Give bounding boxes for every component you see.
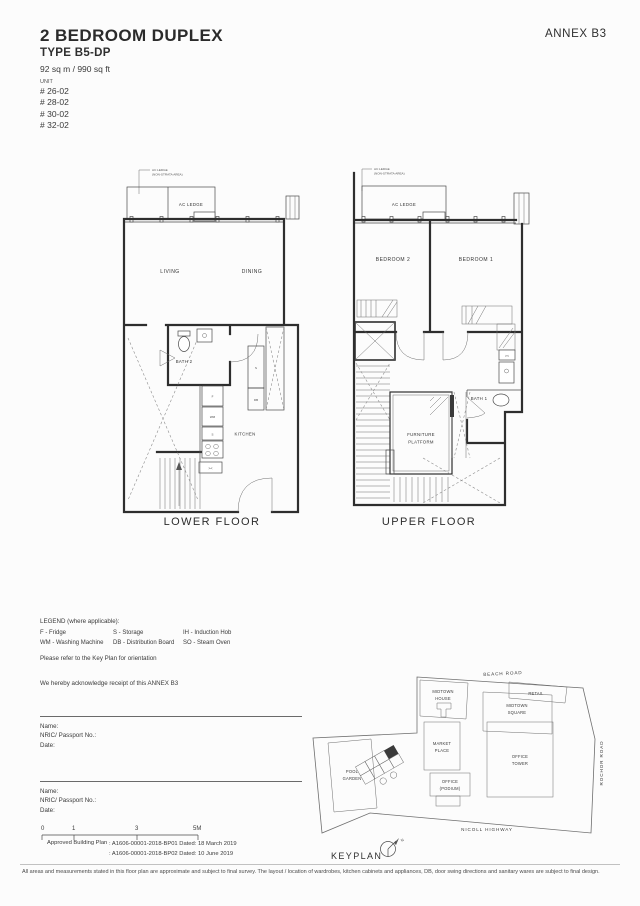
ac-ledge-note: AC LEDGE (374, 167, 390, 171)
scale-label: 3 (135, 826, 139, 832)
bedroom-doors (396, 332, 468, 360)
approval-line: : A1606-00001-2018-BP01 Dated: 18 March 2019 (109, 841, 237, 847)
footer-divider (20, 864, 620, 865)
bedroom1-label: BEDROOM 1 (458, 257, 494, 263)
svg-text:><: >< (208, 466, 213, 471)
svg-text:SQUARE: SQUARE (507, 710, 527, 715)
svg-text:MIDTOWN: MIDTOWN (432, 689, 454, 694)
toilet-icon (493, 394, 509, 406)
scale-label: 1 (72, 826, 76, 832)
beach-road-label: BEACH ROAD (483, 669, 523, 678)
legend-entry: S - Storage (113, 630, 144, 636)
lower-stairs (160, 458, 200, 509)
rochor-road-label: ROCHOR ROAD (599, 740, 604, 786)
bath2-fixtures (160, 329, 258, 366)
north-arrow-icon (381, 838, 405, 857)
upper-floor-plan (338, 155, 563, 540)
unit-number: # 32-02 (40, 120, 69, 131)
svg-text:MIDTOWN: MIDTOWN (506, 703, 528, 708)
entry-door (238, 478, 272, 512)
furniture-platform (386, 392, 452, 474)
washing-machine-label: WM (209, 415, 216, 419)
legend-heading: LEGEND (where applicable): (40, 618, 120, 625)
ac-ledge-label: AC LEDGE (391, 202, 417, 207)
legend-block (40, 618, 263, 648)
legend-entry: WM - Washing Machine (40, 639, 104, 646)
building-office-tower (487, 722, 553, 797)
residential-block (355, 745, 408, 792)
unit-number: # 28-02 (40, 97, 69, 108)
building-office-podium (430, 773, 470, 806)
ac-ledge-note: AC LEDGE (152, 168, 168, 172)
nicoll-highway-label: NICOLL HIGHWAY (461, 827, 513, 832)
building-pool-garden (328, 739, 377, 812)
bath1-fixtures (467, 350, 515, 418)
building-midtown-house (420, 680, 468, 719)
unit-heading: UNIT (40, 79, 53, 85)
keyplan-caption: KEYPLAN (331, 851, 383, 861)
site-boundary (313, 677, 595, 833)
lower-floor-plan (100, 160, 335, 540)
toilet-icon (179, 337, 190, 352)
receipt-note: We hereby acknowledge receipt of this ANNEX B3 (40, 680, 179, 687)
nric-label: NRIC/ Passport No.: (40, 797, 97, 805)
legend-entry: SO - Steam Oven (183, 639, 231, 646)
ac-ledge-note: (NON-STRATA AREA) (374, 171, 405, 176)
bath2-label: BATH 2 (175, 359, 193, 364)
building-midtown-square (483, 692, 552, 734)
building-market-place (424, 722, 460, 770)
approval-line: : A1606-00001-2018-BP02 Dated: 10 June 2019 (109, 850, 234, 857)
signature-block (40, 716, 302, 750)
shaft-box (355, 322, 395, 360)
svg-text:TOWER: TOWER (511, 761, 529, 766)
svg-text:PLACE: PLACE (434, 748, 450, 753)
lower-floor-caption: LOWER FLOOR (163, 516, 261, 528)
name-label: Name: (40, 788, 59, 795)
kitchen-fittings (199, 386, 255, 473)
scale-label: 5M (193, 826, 202, 832)
db-label: DB (253, 398, 259, 402)
area-text: 92 sq m / 990 sq ft (40, 64, 110, 74)
toilet-icon (178, 331, 190, 336)
annex-label: ANNEX B3 (545, 28, 607, 40)
storage-label: S (211, 432, 214, 437)
svg-text:RETAIL: RETAIL (528, 691, 544, 696)
date-label: Date: (40, 806, 55, 814)
ac-ledge-label: AC LEDGE (178, 202, 204, 207)
svg-text:><: >< (504, 354, 510, 358)
orientation-note: Please refer to the Key Plan for orientation (40, 655, 157, 662)
page-title: 2 BEDROOM DUPLEX (40, 26, 224, 45)
unit-number: # 26-02 (40, 86, 69, 96)
lower-room-labels (160, 269, 262, 275)
north-label: N (400, 837, 405, 843)
header-block (40, 26, 223, 132)
highlighted-unit (384, 745, 399, 759)
furniture-platform-label: PLATFORM (408, 439, 434, 445)
basin-icon (197, 329, 212, 342)
date-label: Date: (40, 741, 55, 749)
legend-entry: DB - Distribution Board (113, 639, 175, 646)
dining-label: DINING (241, 269, 263, 275)
svg-text:POOL: POOL (345, 769, 359, 774)
keyplan-map (312, 660, 640, 868)
signature-block (40, 781, 302, 815)
bedroom2-wardrobe (357, 300, 397, 317)
upper-void-hatch (423, 392, 500, 503)
bedroom1-wardrobe (462, 306, 515, 350)
unit-type-label: TYPE B5-DP (40, 47, 111, 59)
svg-text:(PODIUM): (PODIUM) (439, 786, 461, 791)
bedroom2-label: BEDROOM 2 (375, 257, 411, 263)
unit-number: # 30-02 (40, 108, 69, 119)
lower-storage-db (248, 327, 284, 410)
hob-icon (202, 441, 223, 458)
approval-label: Approved Building Plan (47, 840, 108, 846)
lower-ac-ledge (127, 168, 215, 221)
svg-text:HOUSE: HOUSE (435, 696, 451, 701)
basin-icon (499, 362, 514, 383)
nric-label: NRIC/ Passport No.: (40, 732, 97, 740)
svg-text:MARKET: MARKET (432, 741, 452, 746)
legend-entry: IH - Induction Hob (183, 630, 232, 636)
legend-entry: F - Fridge (40, 630, 67, 636)
fridge-label: F (211, 394, 214, 399)
svg-text:GARDEN: GARDEN (342, 776, 362, 781)
upper-room-labels (376, 257, 494, 263)
upper-floor-caption: UPPER FLOOR (381, 516, 477, 528)
living-label: LIVING (160, 269, 180, 275)
name-label: Name: (40, 723, 59, 730)
ac-ledge-note: (NON-STRATA AREA) (152, 172, 183, 177)
disclaimer-text: All areas and measurements stated in this floor plan are approximate and subject to final survey. The layout / location of wardrobes, kitchen cabinets and appliances, DB, door swing directions and sanitary wares are subject to final design. (22, 869, 600, 875)
svg-text:OFFICE: OFFICE (441, 779, 459, 784)
upper-ac-ledge (362, 167, 446, 220)
bath1-label: BATH 1 (470, 396, 488, 401)
svg-text:OFFICE: OFFICE (511, 754, 529, 759)
scale-label: 0 (41, 826, 45, 832)
furniture-platform-label: FURNITURE (407, 432, 435, 437)
kitchen-label: KITCHEN (234, 431, 256, 437)
approval-block (47, 840, 237, 859)
storage-label: S (255, 366, 257, 370)
